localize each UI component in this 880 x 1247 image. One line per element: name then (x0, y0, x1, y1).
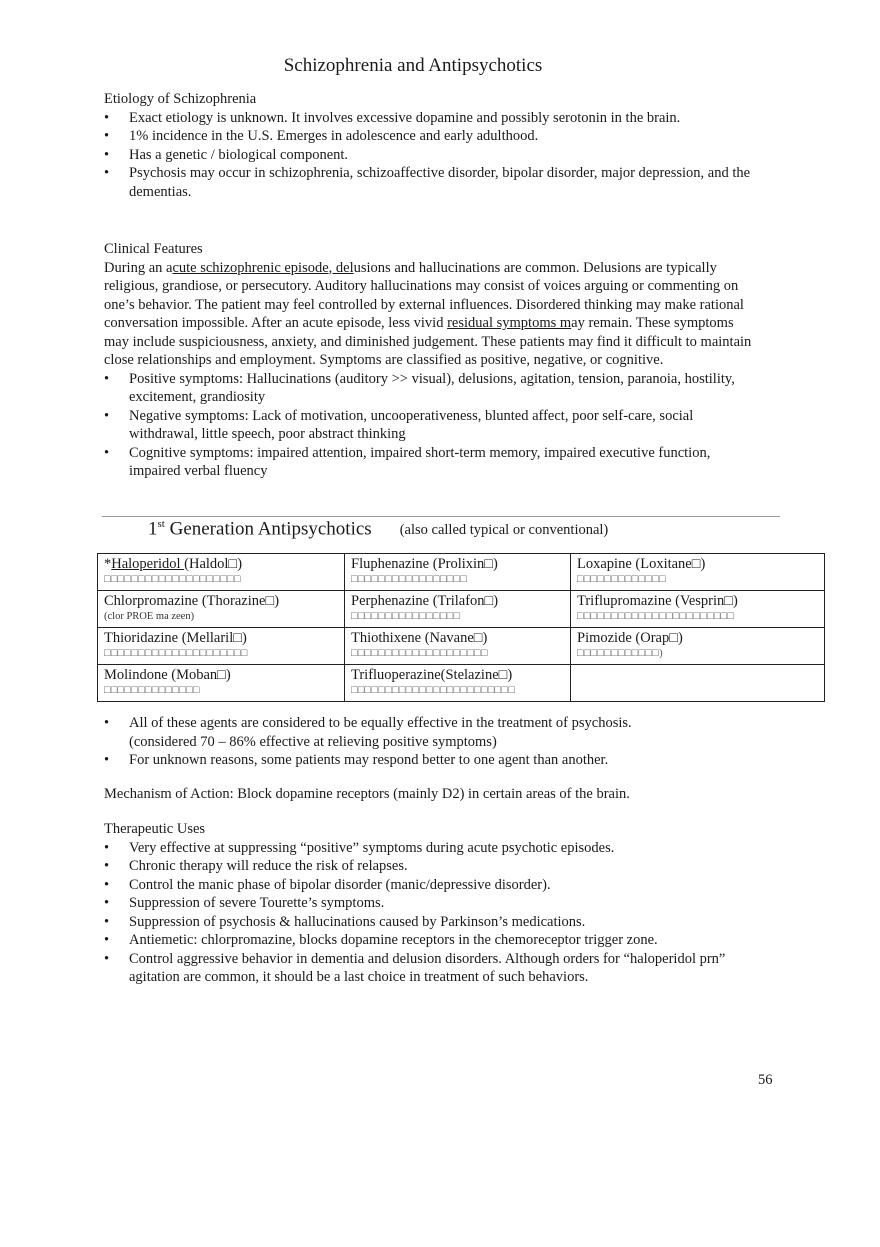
drug-pronunciation: □□□□□□□□□□□□□□□□□□□□ (104, 574, 241, 585)
etiology-heading: Etiology of Schizophrenia (104, 91, 257, 107)
clinical-underline-2: residual symptoms m (447, 315, 572, 331)
symptom-bullet-negative: • Negative symptoms: Lack of motivation, uncooperativeness, blunted affect, poor self-care, social withdrawal, little speech, poor abstract thinking (104, 407, 752, 444)
efficacy-note: (considered 70 – 86% effective at relieving positive symptoms) (129, 733, 497, 750)
clinical-text-3: ay remain. These symptoms may include suspiciousness, anxiety, and diminished judgement. These patients may find it difficult to maintain close relationships and employment. Symptoms are classified as positive, negative, or cognitive. (104, 315, 752, 368)
drug-pronunciation: □□□□□□□□□□□□□□□□□□□□□ (104, 648, 248, 659)
clinical-section (104, 240, 752, 481)
table-cell (345, 665, 571, 702)
uses-bullet: • Suppression of psychosis & hallucinations caused by Parkinson’s medications. (104, 913, 764, 932)
generation-suffix: st (157, 518, 165, 530)
antipsychotic-table (97, 553, 825, 702)
drug-pronunciation: (clor PROE ma zeen) (104, 611, 195, 622)
table-cell (345, 591, 571, 628)
drug-pronunciation: □□□□□□□□□□□□□□□□□□□□□□□□ (351, 685, 516, 696)
etiology-bullet: • Has a genetic / biological component. (104, 146, 764, 165)
clinical-paragraph (104, 259, 752, 370)
table-cell (345, 554, 571, 591)
drug-name: Fluphenazine (Prolixin□) (351, 556, 498, 572)
generation-aka: (also called typical or conventional) (399, 522, 609, 539)
drug-pronunciation: □□□□□□□□□□□□□□□□□□□□□□□ (577, 611, 735, 622)
table-row (98, 554, 825, 591)
efficacy-bullet: • For unknown reasons, some patients may respond better to one agent than another. (104, 751, 804, 770)
generation-heading (148, 518, 608, 540)
table-cell-empty (571, 665, 825, 702)
symptom-bullet-cognitive: • Cognitive symptoms: impaired attention, impaired short-term memory, impaired executive function, impaired verbal fluency (104, 444, 752, 481)
drug-name: Triflupromazine (Vesprin□) (577, 593, 738, 609)
uses-bullet: • Control the manic phase of bipolar disorder (manic/depressive disorder). (104, 876, 764, 895)
etiology-bullet: • 1% incidence in the U.S. Emerges in adolescence and early adulthood. (104, 127, 764, 146)
clinical-text-2: usions and hallucinations are common. Delusions are typically religious, grandiose, or persecutory. Auditory hallucinations may consist of voices arguing or commenting on one’s behavior. The patient may feel controlled by external influences. Disordered thinking may make rational conversation impossible. After an acute episode, less vivid (104, 259, 744, 331)
efficacy-text: • All of these agents are considered to be equally effective in the treatment of psychosis. (129, 715, 632, 731)
drug-name: Thiothixene (Navane□) (351, 630, 488, 646)
drug-pronunciation: □□□□□□□□□□□□□□□□ (351, 611, 461, 622)
table-cell (571, 554, 825, 591)
table-row (98, 665, 825, 702)
drug-name: Perphenazine (Trilafon□) (351, 593, 499, 609)
drug-name: Thioridazine (Mellaril□) (104, 630, 247, 646)
page-title: Schizophrenia and Antipsychotics (283, 55, 543, 76)
clinical-heading: Clinical Features (104, 241, 203, 257)
generation-number: 1 (148, 518, 158, 540)
table-cell (98, 554, 345, 591)
table-cell (98, 628, 345, 665)
symptom-bullet-positive: • Positive symptoms: Hallucinations (auditory >> visual), delusions, agitation, tension, paranoia, hostility, excitement, grandiosity (104, 370, 752, 407)
table-cell (345, 628, 571, 665)
drug-pronunciation: □□□□□□□□□□□□□ (577, 574, 666, 585)
uses-bullet: • Suppression of severe Tourette’s symptoms. (104, 894, 764, 913)
etiology-bullet: • Psychosis may occur in schizophrenia, schizoaffective disorder, bipolar disorder, major depression, and the dementias. (104, 164, 764, 201)
drug-pronunciation: □□□□□□□□□□□□□□□□□□□□ (351, 648, 488, 659)
table-cell (571, 591, 825, 628)
uses-bullet: • Control aggressive behavior in dementia and delusion disorders. Although orders for “haloperidol prn” agitation are common, it should be a last choice in treatment of such behaviors. (104, 950, 764, 987)
uses-bullet: • Antiemetic: chlorpromazine, blocks dopamine receptors in the chemoreceptor trigger zone. (104, 931, 764, 950)
etiology-section (104, 90, 764, 201)
table-cell (98, 665, 345, 702)
table-row (98, 628, 825, 665)
uses-bullet: • Chronic therapy will reduce the risk of relapses. (104, 857, 764, 876)
section-divider (102, 516, 780, 517)
drug-brand: (Haldol□) (184, 556, 243, 572)
drug-name (104, 555, 338, 573)
drug-name: Pimozide (Orap□) (577, 630, 683, 646)
table-cell (98, 591, 345, 628)
generation-label: Generation Antipsychotics (164, 518, 372, 540)
clinical-underline-1: cute schizophrenic episode, del (172, 259, 354, 276)
drug-pronunciation: □□□□□□□□□□□□□□□□□ (351, 574, 468, 585)
drug-name: Chlorpromazine (Thorazine□) (104, 593, 280, 609)
drug-generic: Haloperidol (111, 556, 185, 572)
table-row (98, 591, 825, 628)
table-cell (571, 628, 825, 665)
uses-heading: Therapeutic Uses (104, 821, 206, 837)
drug-name: Trifluoperazine(Stelazine□) (351, 667, 513, 683)
uses-section (104, 820, 764, 987)
etiology-bullet: • Exact etiology is unknown. It involves excessive dopamine and possibly serotonin in the brain. (104, 109, 764, 128)
efficacy-section (104, 714, 804, 803)
drug-pronunciation: □□□□□□□□□□□□) (577, 648, 664, 659)
page-number: 56 (758, 1072, 773, 1088)
clinical-text-1: During an a (104, 259, 173, 276)
mechanism-of-action: Mechanism of Action: Block dopamine receptors (mainly D2) in certain areas of the brain. (104, 785, 630, 802)
efficacy-bullet (104, 714, 804, 751)
uses-bullet: • Very effective at suppressing “positive” symptoms during acute psychotic episodes. (104, 839, 764, 858)
drug-name: Molindone (Moban□) (104, 667, 231, 683)
drug-star: * (104, 556, 112, 572)
drug-name: Loxapine (Loxitane□) (577, 556, 706, 572)
drug-pronunciation: □□□□□□□□□□□□□□ (104, 685, 200, 696)
